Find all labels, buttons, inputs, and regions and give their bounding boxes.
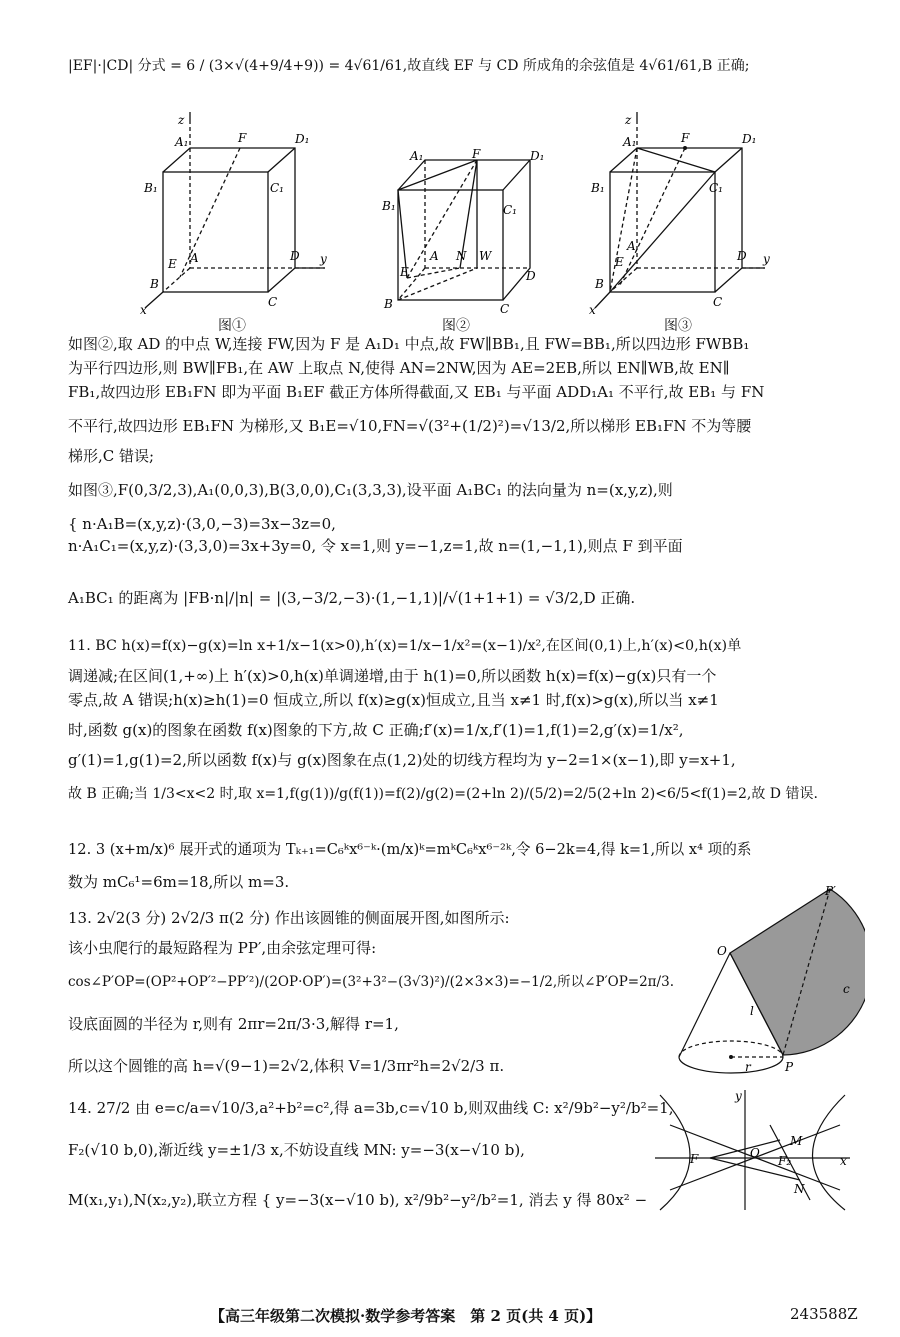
svg-text:B₁: B₁	[382, 199, 396, 213]
svg-text:y: y	[735, 1089, 742, 1103]
svg-text:l: l	[750, 1004, 754, 1018]
text-line: 该小虫爬行的最短路程为 PP′,由余弦定理可得:	[68, 939, 377, 957]
svg-text:F: F	[238, 131, 247, 145]
text-line: 所以这个圆锥的高 h=√(9−1)=2√2,体积 V=1/3πr²h=2√2/3 π.	[68, 1057, 505, 1075]
figure-caption: 图①	[218, 318, 246, 334]
figure-caption: 图②	[442, 318, 470, 334]
svg-text:C₁: C₁	[709, 181, 723, 195]
svg-text:C: C	[268, 295, 278, 309]
answer-11: 11. BC h(x)=f(x)−g(x)=ln x+1/x−1(x>0),h′(x)=1/x−1/x²=(x−1)/x²,在区间(0,1)上,h′(x)<0,h(x)单	[68, 638, 742, 654]
svg-text:A₁: A₁	[623, 135, 637, 149]
text-line: 不平行,故四边形 EB₁FN 为梯形,又 B₁E=√10,FN=√(3²+(1/2)²)=√13/2,所以梯形 EB₁FN 不为等腰	[68, 417, 752, 435]
text-line: 如图③,F(0,3/2,3),A₁(0,0,3),B(3,0,0),C₁(3,3,3),设平面 A₁BC₁ 的法向量为 n=(x,y,z),则	[68, 481, 673, 499]
svg-text:F: F	[681, 131, 690, 145]
text-line: 故 B 正确;当 1/3<x<2 时,取 x=1,f(g(1))/g(f(1))=f(2)/g(2)=(2+ln 2)/(5/2)=2/5(2+ln 2)<6/5<f(1)=2,故 D 错误.	[68, 786, 818, 802]
svg-text:A₁: A₁	[410, 149, 424, 163]
hyperbola-figure	[650, 1085, 855, 1215]
text-line: FB₁,故四边形 EB₁FN 即为平面 B₁EF 截正方体所得截面,又 EB₁ 与平面 ADD₁A₁ 不平行,故 EB₁ 与 FN	[68, 383, 765, 401]
svg-text:A: A	[430, 249, 439, 263]
svg-text:r: r	[745, 1060, 751, 1074]
svg-text:E: E	[400, 265, 409, 279]
cube-figure-3	[585, 110, 785, 315]
svg-text:B₁: B₁	[591, 181, 605, 195]
text-line: { n·A₁B=(x,y,z)·(3,0,−3)=3x−3z=0,	[68, 515, 336, 533]
svg-text:z: z	[625, 113, 632, 127]
svg-text:F₂: F₂	[778, 1154, 792, 1168]
cube-figure-2	[380, 148, 550, 313]
svg-text:x: x	[140, 303, 147, 315]
svg-text:D₁: D₁	[742, 132, 757, 146]
text-line: 设底面圆的半径为 r,则有 2πr=2π/3·3,解得 r=1,	[68, 1015, 399, 1033]
text-line: n·A₁C₁=(x,y,z)·(3,3,0)=3x+3y=0, 令 x=1,则 y=−1,z=1,故 n=(1,−1,1),则点 F 到平面	[68, 537, 683, 555]
cone-figure	[665, 885, 865, 1080]
svg-text:N: N	[794, 1182, 805, 1196]
svg-text:c: c	[843, 982, 850, 996]
answer-14: 14. 27/2 由 e=c/a=√10/3,a²+b²=c²,得 a=3b,c=√10 b,则双曲线 C: x²/9b²−y²/b²=1,	[68, 1099, 674, 1117]
svg-text:W: W	[479, 249, 492, 263]
svg-text:E: E	[168, 257, 177, 271]
svg-text:B: B	[384, 297, 393, 311]
svg-text:D: D	[290, 249, 300, 263]
svg-text:C₁: C₁	[503, 203, 517, 217]
svg-text:x: x	[840, 1154, 847, 1168]
svg-text:N: N	[456, 249, 467, 263]
page-footer: 【高三年级第二次模拟·数学参考答案 第 2 页(共 4 页)】	[210, 1307, 602, 1325]
svg-text:F: F	[472, 148, 481, 161]
svg-text:P′: P′	[825, 885, 836, 898]
svg-text:O: O	[750, 1146, 760, 1160]
svg-text:A: A	[627, 239, 636, 253]
svg-text:B₁: B₁	[144, 181, 158, 195]
text-line: |EF|·|CD| 分式 = 6 / (3×√(4+9/4+9)) = 4√61/61,故直线 EF 与 CD 所成角的余弦值是 4√61/61,B 正确;	[68, 58, 750, 74]
text-line: 调递减;在区间(1,+∞)上 h′(x)>0,h(x)单调递增,由于 h(1)=0,所以函数 h(x)=f(x)−g(x)只有一个	[68, 667, 717, 685]
svg-text:C: C	[500, 302, 510, 313]
svg-text:y: y	[320, 252, 327, 266]
svg-text:B: B	[150, 277, 159, 291]
doc-code: 243588Z	[790, 1305, 858, 1323]
svg-text:F: F	[690, 1152, 699, 1166]
text-line: A₁BC₁ 的距离为 |FB·n|/|n| = |(3,−3/2,−3)·(1,−1,1)|/√(1+1+1) = √3/2,D 正确.	[68, 589, 636, 607]
text-line: 梯形,C 错误;	[68, 447, 155, 465]
text-line: cos∠P′OP=(OP²+OP′²−PP′²)/(2OP·OP′)=(3²+3²−(3√3)²)/(2×3×3)=−1/2,所以∠P′OP=2π/3.	[68, 974, 674, 990]
svg-text:A: A	[190, 251, 199, 265]
svg-text:O: O	[717, 944, 727, 958]
svg-text:x: x	[589, 303, 596, 315]
text-line: M(x₁,y₁),N(x₂,y₂),联立方程 { y=−3(x−√10 b), x²/9b²−y²/b²=1, 消去 y 得 80x² −	[68, 1191, 648, 1209]
answer-12: 12. 3 (x+m/x)⁶ 展开式的通项为 Tₖ₊₁=C₆ᵏx⁶⁻ᵏ·(m/x)ᵏ=mᵏC₆ᵏx⁶⁻²ᵏ,令 6−2k=4,得 k=1,所以 x⁴ 项的系	[68, 841, 752, 858]
text-line: g′(1)=1,g(1)=2,所以函数 f(x)与 g(x)图象在点(1,2)处的切线方程均为 y−2=1×(x−1),即 y=x+1,	[68, 751, 736, 769]
cube-figure-1	[130, 110, 350, 315]
svg-text:D: D	[737, 249, 747, 263]
answer-13: 13. 2√2(3 分) 2√2/3 π(2 分) 作出该圆锥的侧面展开图,如图所示:	[68, 909, 510, 927]
text-line: F₂(√10 b,0),渐近线 y=±1/3 x,不妨设直线 MN: y=−3(x−√10 b),	[68, 1141, 525, 1159]
text-line: 如图②,取 AD 的中点 W,连接 FW,因为 F 是 A₁D₁ 中点,故 FW∥BB₁,且 FW=BB₁,所以四边形 FWBB₁	[68, 335, 750, 353]
svg-text:z: z	[178, 113, 185, 127]
svg-text:C₁: C₁	[270, 181, 284, 195]
svg-text:D: D	[526, 269, 536, 283]
svg-text:A₁: A₁	[175, 135, 189, 149]
svg-text:D₁: D₁	[295, 132, 310, 146]
svg-text:P: P	[785, 1060, 794, 1074]
svg-text:M: M	[790, 1134, 803, 1148]
svg-text:C: C	[713, 295, 723, 309]
text-line: 数为 mC₆¹=6m=18,所以 m=3.	[68, 873, 290, 891]
svg-text:y: y	[763, 252, 770, 266]
text-line: 为平行四边形,则 BW∥FB₁,在 AW 上取点 N,使得 AN=2NW,因为 AE=2EB,所以 EN∥WB,故 EN∥	[68, 359, 730, 377]
svg-text:E: E	[615, 255, 624, 269]
svg-text:B: B	[595, 277, 604, 291]
svg-text:D₁: D₁	[530, 149, 545, 163]
figure-caption: 图③	[664, 318, 692, 334]
text-line: 时,函数 g(x)的图象在函数 f(x)图象的下方,故 C 正确;f′(x)=1/x,f′(1)=1,f(1)=2,g′(x)=1/x²,	[68, 721, 684, 739]
text-line: 零点,故 A 错误;h(x)≥h(1)=0 恒成立,所以 f(x)≥g(x)恒成立,且当 x≠1 时,f(x)>g(x),所以当 x≠1	[68, 691, 719, 709]
